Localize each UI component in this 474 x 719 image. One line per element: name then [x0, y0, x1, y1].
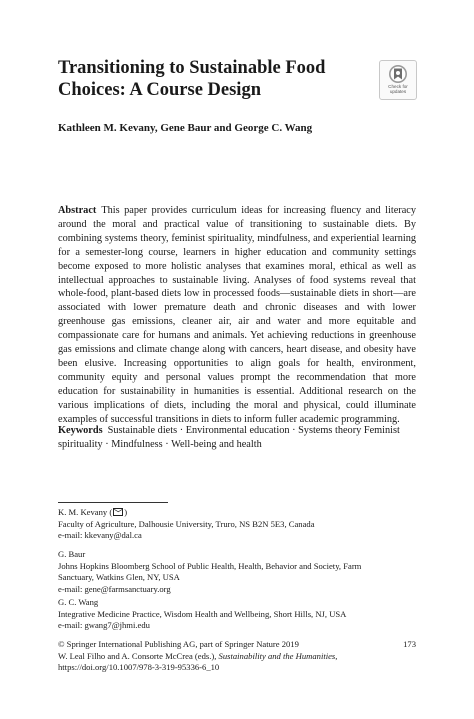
- badge-line-2: updates: [389, 89, 407, 94]
- editors-line: W. Leal Filho and A. Consorte McCrea (eds.), Sustainability and the Humanities,: [58, 650, 338, 661]
- keywords-text: Sustainable diets · Environmental education · Systems theory Feminist spirituality · Mindfulness · Well-being and health: [58, 425, 400, 450]
- citation-footer: [58, 639, 378, 674]
- envelope-icon: [113, 508, 123, 516]
- title-line-2: Choices: A Course Design: [58, 80, 261, 100]
- check-for-updates-badge[interactable]: [379, 60, 417, 100]
- copyright-line: © Springer International Publishing AG, part of Springer Nature 2019: [58, 639, 299, 649]
- affiliation-email[interactable]: e-mail: kkevany@dal.ca: [58, 530, 142, 540]
- badge-line-1: Check for: [388, 84, 408, 89]
- affiliation-kevany: [58, 507, 416, 542]
- affiliation-line: Sanctuary, Watkins Glen, NY, USA: [58, 572, 180, 582]
- doi-link[interactable]: https://doi.org/10.1007/978-3-319-95336-6_10: [58, 662, 220, 672]
- affiliation-wang: [58, 597, 416, 632]
- paper-title: [58, 57, 358, 101]
- affiliation-baur: [58, 549, 416, 595]
- affiliation-email[interactable]: e-mail: gwang7@jhmi.edu: [58, 620, 150, 630]
- abstract-text: This paper provides curriculum ideas for increasing fluency and literacy around the moral and practical value of transitioning to sustainable diets. By combining systems theory, feminist spirituality, mindfulness, and experiential learning for a semester-long course, learners in higher education and community settings become exposed to more holistic analyses that examines moral, ethical as well as intellectual approaches to sustainable living. Analyses of food systems reveal that whole-food, plant-based diets low in processed foods—sustainable diets in short—are associated with lower premature death and chronic diseases and with lower greenhouse gas emissions, cleaner air, air and water and more equitable and compassionate care for humans and animals. Yet achieving reductions in greenhouse gas emissions and climate change along with cancers, heart disease, and obesity have been elusive. Increasing opportunities to align goals for health, environment, community equity and personal values prompt the recommendation that more education for sustainability in humanities is essential. Additional research on the various implications of diets, including the moral and physical, could illuminate examples of successful transitions in diets to inform fuller academic programming.: [58, 205, 416, 425]
- author-list: Kathleen M. Kevany, Gene Baur and George C. Wang: [58, 122, 313, 134]
- affiliation-name: K. M. Kevany ( ): [58, 507, 128, 517]
- keywords-label: Keywords: [58, 425, 103, 436]
- affiliation-email[interactable]: e-mail: gene@farmsanctuary.org: [58, 583, 171, 594]
- footnote-divider: [58, 502, 168, 503]
- abstract: [58, 204, 416, 427]
- keywords: [58, 424, 416, 452]
- abstract-label: Abstract: [58, 205, 97, 216]
- affiliation-name: G. Baur: [58, 549, 86, 559]
- crossmark-icon: [388, 64, 408, 84]
- title-line-1: Transitioning to Sustainable Food: [58, 58, 326, 78]
- affiliation-line: Faculty of Agriculture, Dalhousie University, Truro, NS B2N 5E3, Canada: [58, 518, 315, 529]
- affiliation-name: G. C. Wang: [58, 597, 99, 607]
- book-title: Sustainability and the Humanities: [218, 650, 336, 661]
- page-number: 173: [403, 639, 416, 649]
- affiliation-line: Johns Hopkins Bloomberg School of Public Health, Health, Behavior and Society, Farm: [58, 560, 362, 571]
- affiliation-line: Integrative Medicine Practice, Wisdom Health and Wellbeing, Short Hills, NJ, USA: [58, 608, 347, 619]
